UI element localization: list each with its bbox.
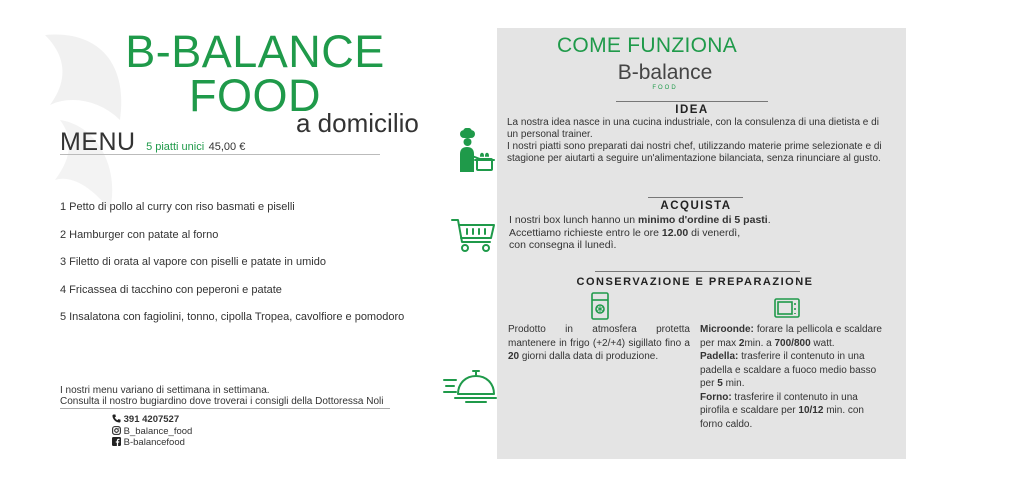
instagram-row: [112, 426, 192, 438]
contacts: [112, 414, 192, 449]
fridge-icon: [590, 292, 610, 320]
title-line1: B-BALANCE: [125, 26, 385, 77]
facebook-icon: [112, 437, 121, 446]
divider: [648, 197, 743, 198]
note-line2: Consulta il nostro bugiardino dove troverai i consigli della Dottoressa Noli: [60, 396, 384, 407]
facebook-handle[interactable]: B-balancefood: [123, 437, 185, 448]
minimum-order: minimo d'ordine di 5 pasti: [638, 214, 768, 226]
divider: [595, 271, 800, 272]
dish-number: 5: [60, 311, 67, 323]
dish-text: Fricassea di tacchino con peperoni e patate: [69, 283, 282, 296]
acquista-line2a: Accettiamo richieste entro le ore: [509, 226, 662, 239]
list-item: [60, 283, 490, 311]
chef-icon: [450, 128, 498, 174]
shopping-cart-icon: [450, 216, 496, 254]
microonde-label: Microonde:: [700, 324, 754, 335]
acquista-text: [509, 214, 879, 252]
instagram-icon: [112, 426, 121, 435]
acquista-line1c: .: [767, 214, 771, 226]
dish-text: Hamburger con patate al forno: [69, 228, 219, 241]
dish-number: 2: [60, 228, 67, 241]
acquista-line3: con consegna il lunedì.: [509, 239, 617, 251]
menu-header: [60, 128, 380, 155]
title-line2: FOOD: [189, 70, 321, 121]
pad-minutes: 5: [717, 378, 723, 389]
cons-c: giorni dalla data di produzione.: [519, 351, 659, 362]
title-subtitle: a domicilio: [296, 108, 419, 138]
conservazione-title: CONSERVAZIONE E PREPARAZIONE: [576, 276, 814, 288]
brand-title: [110, 26, 400, 121]
preparazione-text: [700, 323, 882, 431]
panel-brand: B-balance: [617, 61, 713, 84]
forno-label: Forno:: [700, 391, 732, 403]
micro-minutes: 2: [738, 337, 745, 349]
forno-a: trasferire il contenuto in una pirofila e scaldare per: [700, 391, 858, 416]
forno-c: min. con forno caldo.: [700, 405, 864, 430]
deadline-time: 12.00: [661, 226, 689, 239]
list-item: [60, 310, 490, 338]
idea-title: IDEA: [675, 104, 709, 116]
idea-paragraph-2: I nostri piatti sono preparati dai nostri chef, utilizzando materie prime selezionate e di stagione per aiutarti a seguire un'alimentazione bilanciata, senza rinunciare al gusto.: [507, 141, 882, 164]
acquista-line2c: di venerdì,: [688, 226, 741, 239]
phone-number[interactable]: 391 4207527: [123, 414, 180, 425]
forno-minutes: 10/12: [798, 405, 824, 416]
micro-c: min. a: [744, 337, 775, 349]
dish-text: Insalatona con fagiolini, tonno, cipolla Tropea, cavolfiore e pomodoro: [69, 311, 405, 323]
menu-count: 5 piatti unici: [146, 141, 205, 153]
acquista-line1a: I nostri box lunch hanno un: [509, 214, 639, 226]
pad-c: min.: [722, 378, 745, 389]
acquista-title: ACQUISTA: [660, 200, 732, 212]
divider: [616, 101, 768, 102]
phone-row: [112, 414, 192, 426]
cons-a: Prodotto in atmosfera protetta mantenere in frigo (+2/+4) sigillato fino a: [508, 324, 690, 349]
note-line1: I nostri menu variano di settimana in settimana.: [60, 385, 270, 396]
phone-icon: [112, 414, 121, 423]
micro-a: forare la pellicola e scaldare per max: [700, 324, 882, 349]
dish-text: Filetto di orata al vapore con piselli e patate in umido: [69, 256, 326, 268]
list-item: [60, 255, 490, 283]
dish-text: Petto di pollo al curry con riso basmati e piselli: [69, 201, 295, 213]
food-delivery-icon: [442, 366, 498, 408]
divider: [60, 408, 390, 409]
dish-number: 4: [60, 283, 67, 296]
micro-e: watt.: [810, 337, 835, 349]
idea-text: [507, 117, 885, 165]
menu-note: [60, 385, 390, 407]
pad-a: trasferire il contenuto in una padella e scaldare a fuoco medio basso per: [700, 351, 877, 389]
idea-paragraph-1: La nostra idea nasce in una cucina industriale, con la consulenza di una dietista e di un personal trainer.: [507, 117, 879, 140]
dish-number: 3: [60, 256, 67, 268]
micro-watt: 700/800: [774, 337, 811, 349]
instagram-handle[interactable]: B_balance_food: [123, 425, 193, 437]
list-item: [60, 200, 490, 228]
conservazione-text: [508, 323, 690, 364]
microwave-icon: [774, 298, 800, 318]
cons-days: 20: [508, 351, 520, 362]
dish-list: [60, 200, 490, 338]
menu-price: 45,00 €: [208, 141, 246, 153]
padella-label: Padella:: [700, 351, 739, 362]
list-item: [60, 228, 490, 256]
panel-brand-food: FOOD: [652, 85, 678, 91]
facebook-row: [112, 437, 192, 449]
menu-word: MENU: [60, 128, 136, 156]
panel-title: COME FUNZIONA: [556, 34, 738, 57]
dish-number: 1: [60, 201, 67, 213]
